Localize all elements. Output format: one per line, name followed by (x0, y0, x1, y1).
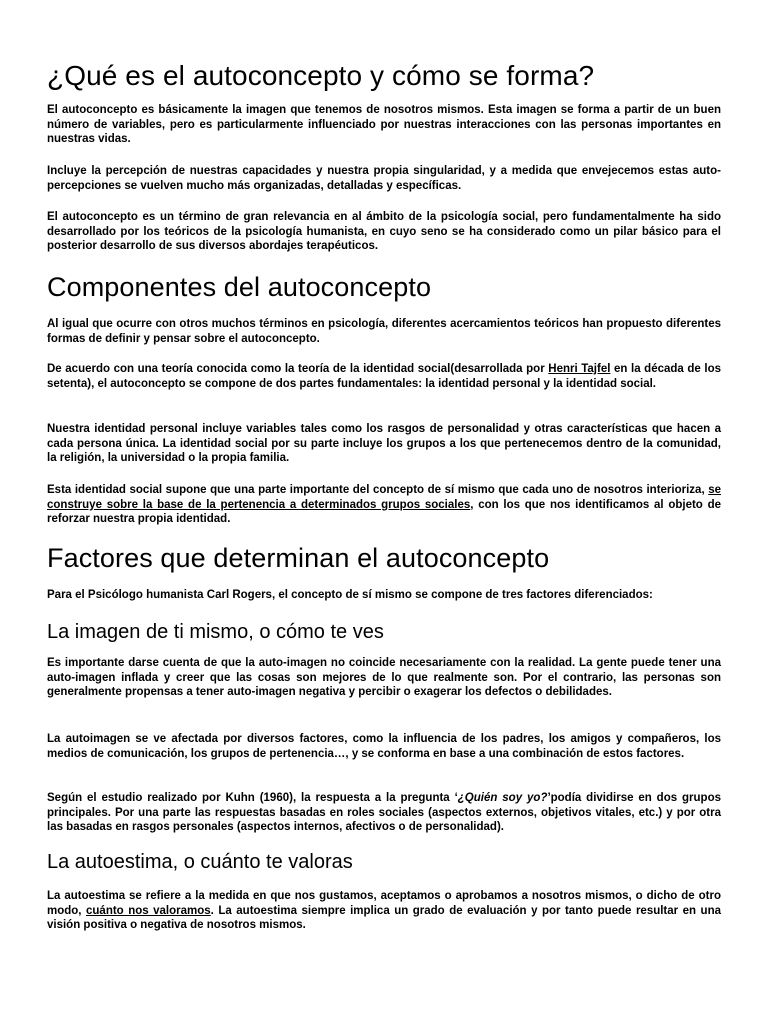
paragraph (47, 889, 721, 933)
paragraph (47, 483, 721, 527)
paragraph: Al igual que ocurre con otros muchos términos en psicología, diferentes acercamientos teóricos han propuesto diferentes formas de definir y pensar sobre el autoconcepto. (47, 318, 721, 345)
paragraph-text: en la década de los setenta), el autoconcepto se compone de dos partes fundamentales: la identidad personal y la identidad social. (47, 363, 721, 390)
paragraph (47, 791, 721, 835)
grupos-sociales-link[interactable]: se construye sobre la base de la pertenencia a determinados grupos sociales (47, 484, 721, 511)
paragraph (47, 362, 721, 391)
paragraph: Para el Psicólogo humanista Carl Rogers, el concepto de sí mismo se compone de tres factores diferenciados: (47, 589, 653, 601)
paragraph-text: ’podía dividirse en dos grupos principales. Por una parte las respuestas basadas en roles sociales (aspectos externos, objetivos vitales, etc.) y por otra las basadas en rasgos personales (aspectos internos, afectivos o de personalidad). (47, 792, 721, 834)
paragraph-text: Según el estudio realizado por Kuhn (1960), la respuesta a la pregunta ‘ (47, 792, 458, 804)
paragraph: El autoconcepto es un término de gran relevancia en al ámbito de la psicología social, pero fundamentalmente ha sido desarrollado por los teóricos de la psicología humanista, en cuyo seno se ha considerado como un pilar básico para el posterior desarrollo de sus diversos abordajes terapéuticos. (47, 211, 721, 253)
paragraph: Es importante darse cuenta de que la auto-imagen no coincide necesariamente con la realidad. La gente puede tener una auto-imagen inflada y creer que las cosas son mejores de lo que realmente son. Por el contrario, las personas son generalmente propensas a tener auto-imagen negativa y percibir o exagerar los defectos o debilidades. (47, 657, 721, 699)
henri-tajfel-link[interactable]: Henri Tajfel (548, 363, 611, 375)
paragraph-text: De acuerdo con una teoría conocida como la teoría de la identidad social(desarrollada por (47, 363, 549, 375)
section-heading-que-es: ¿Qué es el autoconcepto y cómo se forma? (47, 60, 595, 91)
section-heading-componentes: Componentes del autoconcepto (47, 272, 432, 302)
quoted-question: ¿Quién soy yo? (457, 792, 548, 804)
paragraph: La autoimagen se ve afectada por diversos factores, como la influencia de los padres, los amigos y compañeros, los medios de comunicación, los grupos de pertenencia…, y se conforma en base a una combinación de estos factores. (47, 733, 721, 760)
paragraph: Nuestra identidad personal incluye variables tales como los rasgos de personalidad y otras características que hacen a cada persona única. La identidad social por su parte incluye los grupos a los que pertenecemos dentro de la comunidad, la religión, la universidad o la propia familia. (47, 423, 721, 465)
paragraph-text: La autoestima se refiere a la medida en que nos gustamos, aceptamos o aprobamos a nosotros mismos, o dicho de otro modo, (47, 890, 721, 917)
paragraph-text: Esta identidad social supone que una parte importante del concepto de sí mismo que cada uno de nosotros interioriza, (47, 484, 709, 496)
cuanto-nos-valoramos-link[interactable]: cuánto nos valoramos (86, 904, 211, 917)
subsection-heading-autoestima: La autoestima, o cuánto te valoras (47, 851, 353, 873)
section-heading-factores: Factores que determinan el autoconcepto (47, 543, 550, 573)
paragraph-text: . La autoestima siempre implica un grado de evaluación y por tanto puede resultar en una visión positiva o negativa de nosotros mismos. (47, 904, 721, 932)
subsection-heading-imagen: La imagen de ti mismo, o cómo te ves (47, 621, 384, 643)
paragraph: Incluye la percepción de nuestras capacidades y nuestra propia singularidad, y a medida que envejecemos estas auto-percepciones se vuelven mucho más organizadas, detalladas y específicas. (47, 165, 721, 192)
paragraph-text: , con los que nos identificamos al objeto de reforzar nuestra propia identidad. (47, 498, 722, 526)
paragraph: El autoconcepto es básicamente la imagen que tenemos de nosotros mismos. Esta imagen se forma a partir de un buen número de variables, pero es particularmente influenciado por nuestras interacciones con las personas importantes en nuestras vidas. (47, 104, 721, 146)
